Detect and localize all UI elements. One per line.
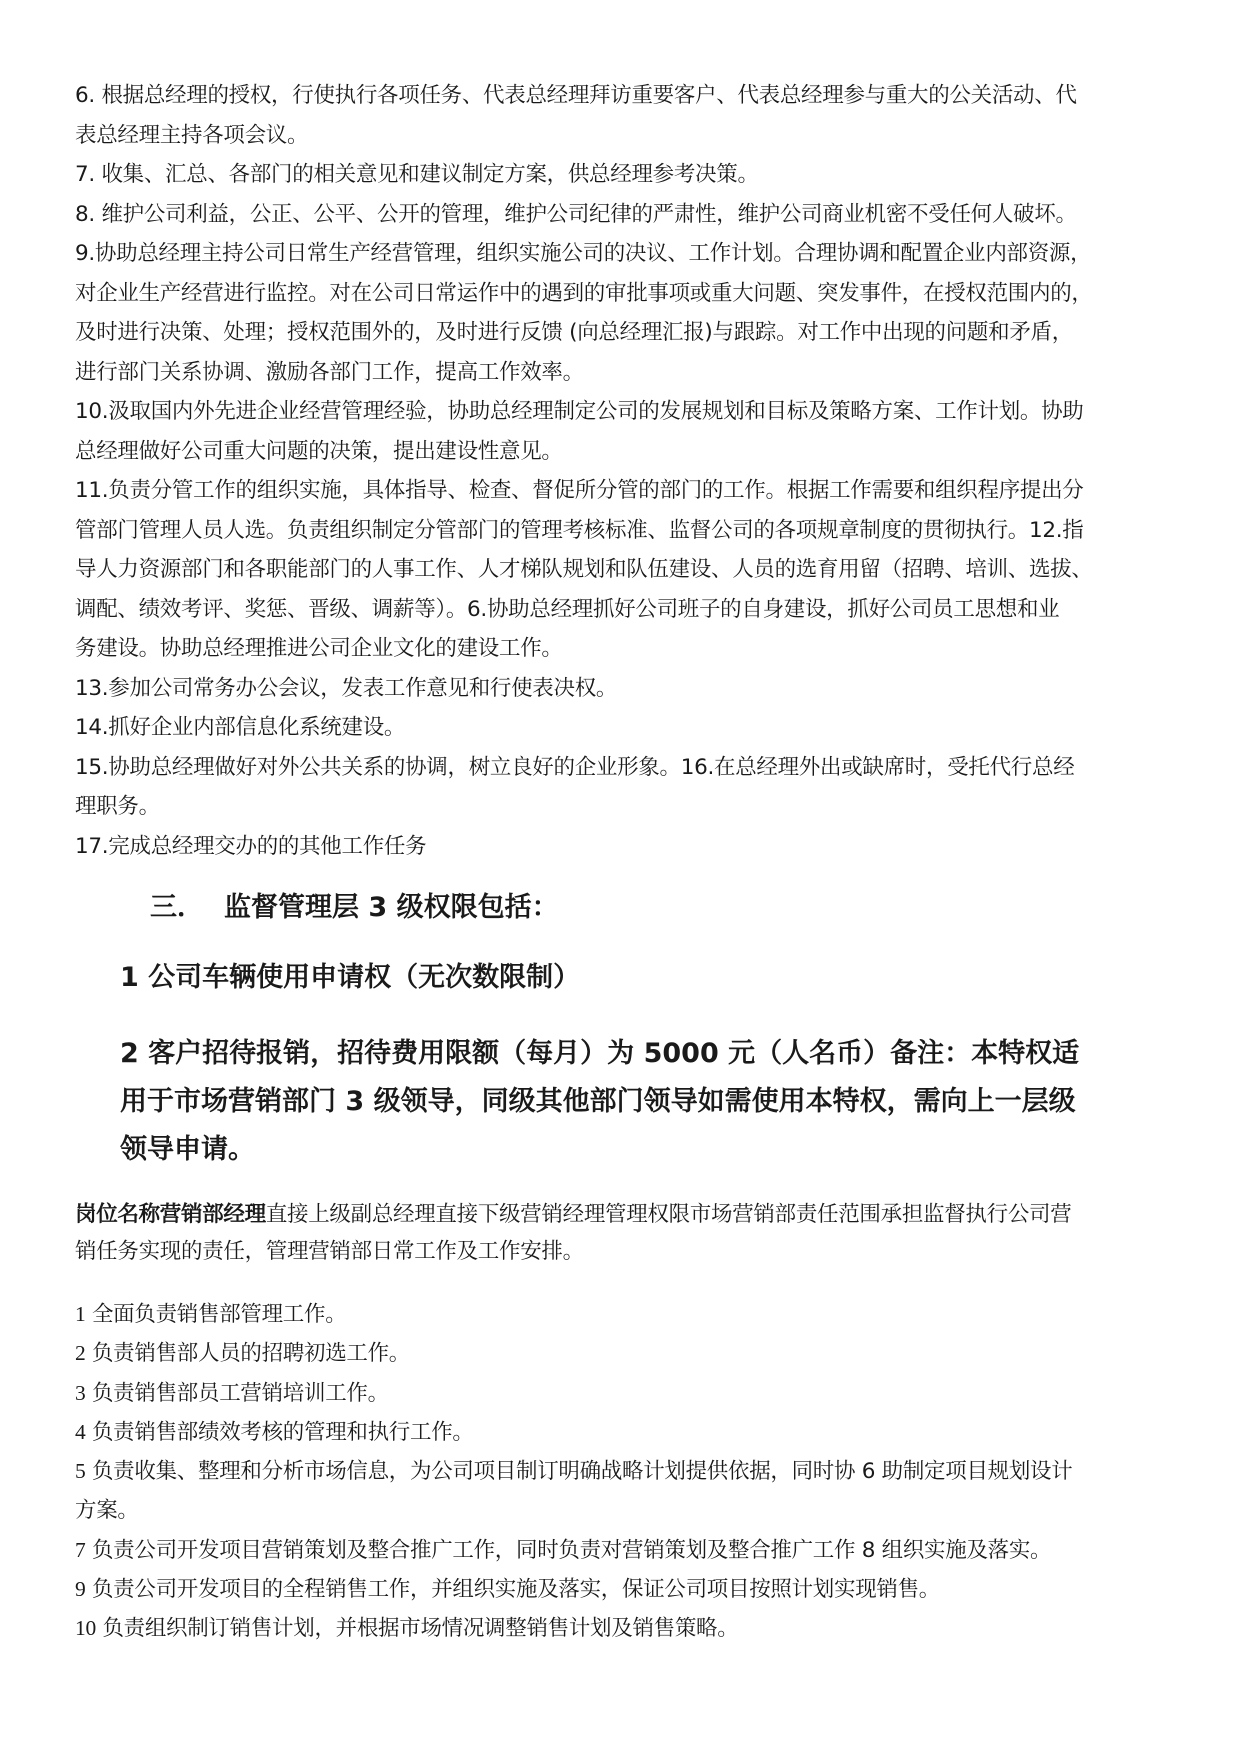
list-item [75,1531,1195,1570]
text-line: 15.协助总经理做好对外公共关系的协调，树立良好的企业形象。16.在总经理外出或缺席时，受托代行总经 [75,754,1075,780]
item-text: 负责销售部绩效考核的管理和执行工作。 [85,1419,474,1445]
heading-number: 三． [150,892,204,923]
privilege-line: 2 客户招待报销，招待费用限额（每月）为 5000 元（人名币）备注：本特权适 [120,1038,1080,1069]
list-item [75,1609,1195,1648]
text-line: 13.参加公司常务办公会议，发表工作意见和行使表决权。 [75,675,618,701]
item-number: 9 [75,1577,86,1602]
text-line: 调配、绩效考评、奖惩、晋级、调薪等）。6.协助总经理抓好公司班子的自身建设，抓好公司员工思想和业 [75,596,1060,622]
list-item [75,1374,1195,1413]
item-text: 负责销售部人员的招聘初选工作。 [85,1341,410,1367]
text-line: 14.抓好企业内部信息化系统建设。 [75,715,406,740]
text-line: 理职务。 [75,794,160,819]
list-item [75,1295,1195,1334]
text-line: 进行部门关系协调、激励各部门工作，提高工作效率。 [75,359,584,385]
item-number: 1 [75,1302,86,1326]
deputy-gm-duties-section [75,76,1185,866]
role-description [75,1196,1185,1270]
item-text: 负责收集、整理和分析市场信息，为公司项目制订明确战略计划提供依据，同时协 6 助制定项目规划设计 [85,1459,1073,1485]
item-text: 全面负责销售部管理工作。 [85,1302,347,1327]
item-number: 3 [75,1380,86,1405]
text-line: 6. 根据总经理的授权，行使执行各项任务、代表总经理拜访重要客户、代表总经理参与重大的公关活动、代 [75,83,1077,108]
privilege-item-2 [120,1030,1160,1174]
role-title: 岗位名称营销部经理 [75,1202,266,1227]
text-line: 7. 收集、汇总、各部门的相关意见和建议制定方案，供总经理参考决策。 [75,162,759,187]
list-item [75,1570,1195,1609]
list-item [75,1491,1195,1530]
text-line: 管部门管理人员人选。负责组织制定分管部门的管理考核标准、监督公司的各项规章制度的贯彻执行。12.指 [75,517,1084,543]
text-line: 表总经理主持各项会议。 [75,122,309,148]
item-text: 负责公司开发项目的全程销售工作，并组织实施及落实，保证公司项目按照计划实现销售。 [85,1577,940,1603]
heading-text: 监督管理层 3 级权限包括： [224,892,559,923]
item-number: 2 [75,1341,86,1366]
item-text: 负责组织制订销售计划，并根据市场情况调整销售计划及销售策略。 [95,1616,739,1642]
item-number: 7 [75,1537,86,1562]
item-text: 负责公司开发项目营销策划及整合推广工作，同时负责对营销策划及整合推广工作 8 组织实施及落实。 [85,1537,1052,1563]
role-line-1 [75,1196,1185,1233]
list-item [75,1413,1195,1452]
list-item [75,1334,1195,1373]
text-line: 及时进行决策、处理；授权范围外的，及时进行反馈 (向总经理汇报)与跟踪。对工作中出现的问题和矛盾， [75,320,1073,345]
text-line: 对企业生产经营进行监控。对在公司日常运作中的遇到的审批事项或重大问题、突发事件，在授权范围内的， [75,280,1093,306]
role-line-1-text: 直接上级副总经理直接下级营销经理管理权限市场营销部责任范围承担监督执行公司营 [265,1202,1072,1227]
text-line: 11.负责分管工作的组织实施，具体指导、检查、督促所分管的部门的工作。根据工作需要和组织程序提出分 [75,478,1084,503]
item-number: 10 [75,1616,96,1641]
text-line: 9.协助总经理主持公司日常生产经营管理，组织实施公司的决议、工作计划。合理协调和配置企业内部资源， [75,241,1092,266]
section-heading-3 [150,888,559,928]
role-line-2: 销任务实现的责任，管理营销部日常工作及工作安排。 [75,1239,584,1264]
text-line: 8. 维护公司利益，公正、公平、公开的管理，维护公司纪律的严肃性，维护公司商业机密不受任何人破坏。 [75,201,1077,227]
text-line: 17.完成总经理交办的的其他工作任务 [75,833,427,859]
text-line: 总经理做好公司重大问题的决策，提出建设性意见。 [75,438,563,464]
privilege-item-1: 1 公司车辆使用申请权（无次数限制） [120,962,581,993]
privilege-line: 领导申请。 [120,1134,255,1165]
list-item [75,1452,1195,1491]
item-number: 5 [75,1459,86,1484]
item-number: 4 [75,1419,86,1444]
text-line: 务建设。协助总经理推进公司企业文化的建设工作。 [75,636,563,661]
privilege-line: 用于市场营销部门 3 级领导，同级其他部门领导如需使用本特权，需向上一层级 [120,1086,1076,1117]
sales-manager-duties-list [75,1295,1195,1649]
item-text: 方案。 [75,1498,139,1524]
text-line: 导人力资源部门和各职能部门的人事工作、人才梯队规划和队伍建设、人员的选育用留（招聘、培训、选拔、 [75,557,1093,582]
text-line: 10.汲取国内外先进企业经营管理经验，协助总经理制定公司的发展规划和目标及策略方案、工作计划。协助 [75,399,1084,424]
item-text: 负责销售部员工营销培训工作。 [85,1380,389,1406]
